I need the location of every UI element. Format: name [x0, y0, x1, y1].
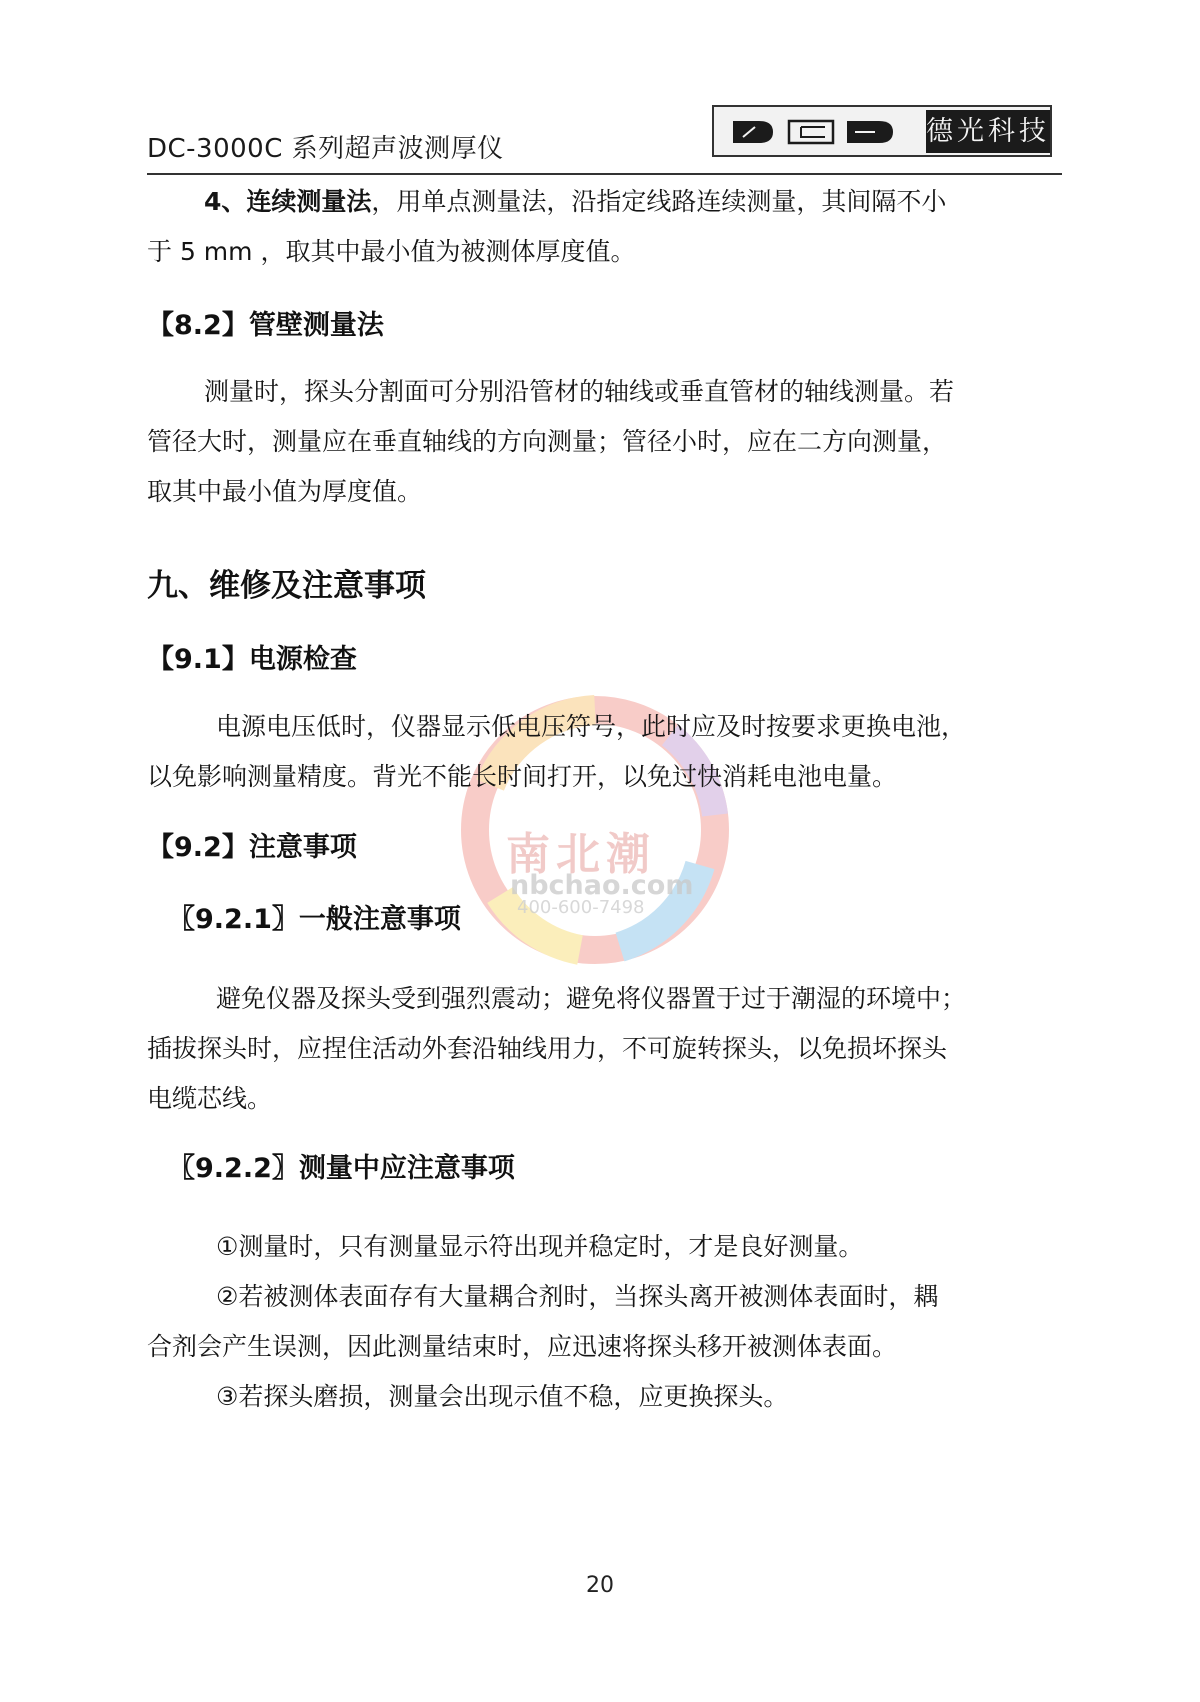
paragraph-line: 电缆芯线。 [147, 1084, 273, 1113]
paragraph-line: 取其中最小值为厚度值。 [147, 477, 423, 506]
page-number: 20 [586, 1573, 614, 1598]
list-item-continuation: 合剂会产生误测，因此测量结束时，应迅速将探头移开被测体表面。 [147, 1332, 898, 1361]
document-title: DC-3000C 系列超声波测厚仪 [147, 134, 504, 164]
dgd-logo-icon [729, 117, 929, 147]
watermark-cn-text: 南北潮 [506, 829, 656, 880]
paragraph-line: 于 5 mm ，取其中最小值为被测体厚度值。 [147, 237, 636, 266]
watermark-url-text: nbchao.com [510, 870, 694, 901]
paragraph-line: 以免影响测量精度。背光不能长时间打开，以免过快消耗电池电量。 [147, 762, 898, 791]
section-heading-8-2: 【8.2】管壁测量法 [147, 310, 384, 341]
paragraph-line [204, 177, 1119, 227]
paragraph-line: 插拔探头时，应捏住活动外套沿轴线用力，不可旋转探头，以免损坏探头 [147, 1034, 948, 1063]
section-heading-9-2: 【9.2】注意事项 [147, 832, 357, 863]
section-heading-9-1: 【9.1】电源检查 [147, 644, 357, 675]
paragraph-line: 电源电压低时，仪器显示低电压符号，此时应及时按要求更换电池， [216, 712, 967, 741]
logo-text: 德光科技 [926, 110, 1050, 153]
subsection-heading-9-2-2: 〖9.2.2〗测量中应注意事项 [168, 1153, 515, 1184]
paragraph-line: 测量时，探头分割面可分别沿管材的轴线或垂直管材的轴线测量。若 [204, 377, 955, 406]
subsection-heading-9-2-1: 〖9.2.1〗一般注意事项 [168, 904, 461, 935]
paragraph-line: 管径大时，测量应在垂直轴线的方向测量；管径小时，应在二方向测量， [147, 427, 948, 456]
header-divider [147, 173, 1062, 175]
list-item: ③若探头磨损，测量会出现示值不稳，应更换探头。 [216, 1382, 789, 1411]
paragraph-line: 避免仪器及探头受到强烈震动；避免将仪器置于过于潮湿的环境中； [216, 984, 967, 1013]
chapter-heading-9: 九、维修及注意事项 [147, 568, 426, 604]
paragraph-lead: 4、连续测量法 [204, 187, 372, 216]
watermark-phone-text: 400-600-7498 [517, 897, 645, 918]
paragraph-text: ，用单点测量法，沿指定线路连续测量，其间隔不小 [371, 187, 947, 216]
list-item: ②若被测体表面存有大量耦合剂时，当探头离开被测体表面时，耦 [216, 1282, 939, 1311]
company-logo [712, 105, 1052, 157]
list-item: ①测量时，只有测量显示符出现并稳定时，才是良好测量。 [216, 1232, 864, 1261]
